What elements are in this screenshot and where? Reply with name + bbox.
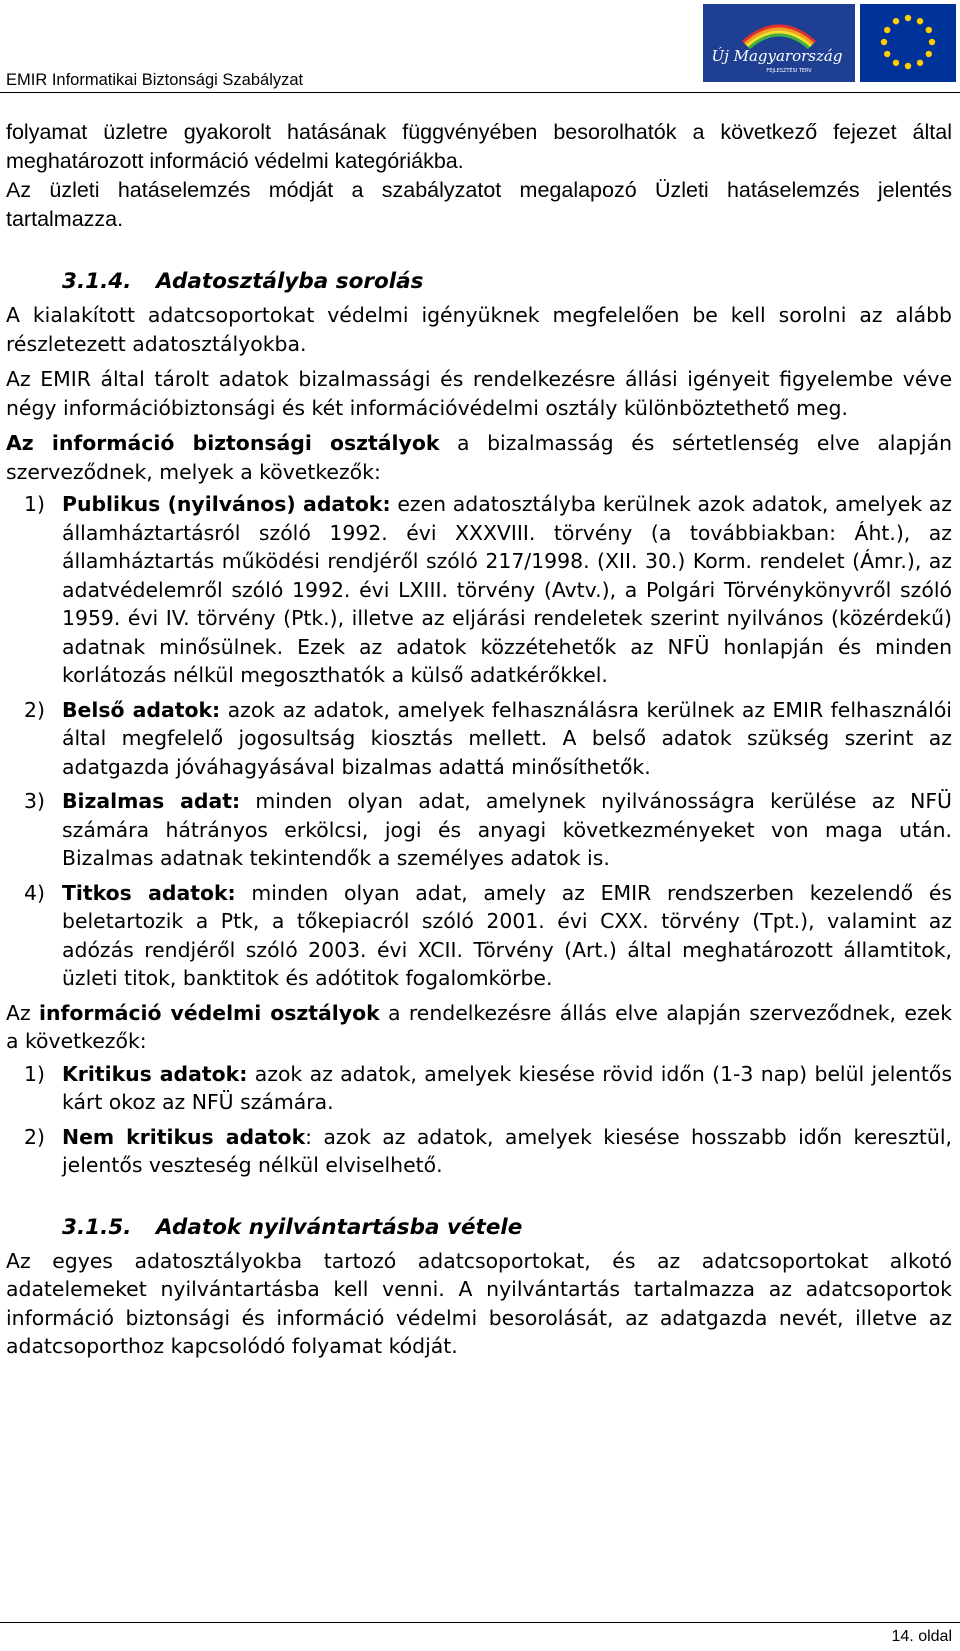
security-classes-intro: Az információ biztonsági osztályok a bizalmasság és sértetlenség elve alapján szerveződnek, melyek a következők: — [6, 431, 952, 484]
list-item — [6, 1123, 952, 1180]
list-item — [6, 1060, 952, 1117]
class-description: minden olyan adat, amely az EMIR rendszerben kezelendő és beletartozik a Ptk, a tőkepiacról szóló 2001. évi CXX. törvény (Tpt.), valamint az adózás rendjéről szóló 2003. évi XCII. Törvény (Art.) által meghatározott államtitok, üzleti titok, banktitok és adótitok fogalomkörbe. — [62, 880, 952, 990]
list-item — [6, 490, 952, 690]
section-heading-3-1-4 — [6, 267, 952, 297]
protection-classes-list — [6, 1060, 952, 1180]
class-description: : azok az adatok, amelyek kiesése hosszabb időn keresztül, jelentős veszteség nélkül elviselhető. — [62, 1124, 952, 1177]
bold-term: Az információ biztonsági osztályok — [6, 431, 440, 455]
document-title: EMIR Informatikai Biztonsági Szabályzat — [6, 71, 304, 89]
page-number: 14. oldal — [891, 1628, 952, 1645]
security-classes-list — [6, 490, 952, 993]
page-header — [0, 0, 960, 95]
uj-magyarorszag-logo — [703, 4, 855, 82]
list-marker: 1) — [24, 1061, 45, 1086]
bold-term: információ védelmi osztályok — [39, 1000, 380, 1025]
class-name: Titkos adatok: — [62, 880, 236, 905]
list-marker: 2) — [24, 1124, 45, 1149]
list-item — [6, 787, 952, 873]
list-item — [6, 879, 952, 993]
class-name: Publikus (nyilvános) adatok: — [62, 492, 391, 516]
section-heading-3-1-5 — [6, 1213, 952, 1243]
section-number: 3.1.4. — [62, 269, 132, 294]
class-description: azok az adatok, amelyek kiesése rövid időn (1-3 nap) belül jelentős kárt okoz az NFÜ számára. — [62, 1061, 952, 1114]
class-name: Bizalmas adat: — [62, 789, 241, 813]
list-marker: 2) — [24, 697, 45, 722]
class-description: minden olyan adat, amelynek nyilvánosságra kerülése az NFÜ számára hátrányos erkölcsi, jogi és anyagi következményeket von maga után. Bizalmas adatnak tekintendők a személyes adatok is. — [62, 789, 952, 870]
list-marker: 4) — [24, 880, 45, 905]
section-number: 3.1.5. — [62, 1214, 132, 1240]
section-paragraph: Az egyes adatosztályokba tartozó adatcsoportokat, és az adatcsoportokat alkotó adatelemeket nyilvántartásba kell venni. A nyilvántartás tartalmazza az adatcsoportok információ biztonsági és információ védelmi besorolását, az adatgazda nevét, illetve az adatcsoporthoz kapcsolódó folyamat kódját. — [6, 1248, 952, 1358]
class-description: azok az adatok, amelyek felhasználásra kerülnek az EMIR felhasználói által megfelelő jogosultság kiosztás mellett. A belső adatok szükség szerint az adatgazda jóváhagyásával bizalmas adattá minősíthetők. — [62, 697, 952, 779]
class-name: Nem kritikus adatok — [62, 1124, 306, 1149]
section-title: Adatosztályba sorolás — [156, 269, 424, 294]
list-marker: 3) — [24, 789, 45, 813]
class-name: Belső adatok: — [62, 697, 221, 722]
class-name: Kritikus adatok: — [62, 1061, 248, 1086]
header-divider — [0, 92, 960, 93]
document-body — [6, 118, 952, 1361]
intro-paragraph-1: folyamat üzletre gyakorolt hatásának függvényében besorolhatók a következő fejezet által meghatározott információ védelmi kategóriákba. — [6, 120, 952, 173]
list-item — [6, 696, 952, 782]
section-paragraph: Az EMIR által tárolt adatok bizalmassági és rendelkezésre állási igényeit figyelembe véve négy információbiztonsági és két információvédelmi osztály különböztethető meg. — [6, 367, 952, 420]
intro-paragraph-2: Az üzleti hatáselemzés módját a szabályzatot megalapozó Üzleti hatáselemzés jelentés tartalmazza. — [6, 178, 952, 231]
logo-hu-text: Új Magyarország — [711, 47, 843, 65]
list-marker: 1) — [24, 492, 45, 516]
section-title: Adatok nyilvántartásba vétele — [156, 1214, 523, 1240]
protection-classes-intro: Az információ védelmi osztályok a rendelkezésre állás elve alapján szerveződnek, ezek a következők: — [6, 1000, 953, 1053]
section-paragraph: A kialakított adatcsoportokat védelmi igényüknek megfelelően be kell sorolni az alább részletezett adatosztályokba. — [6, 303, 952, 356]
class-description: ezen adatosztályba kerülnek azok adatok, amelyek az államháztartásról szóló 1992. évi XXXVIII. törvény (a továbbiakban: Áht.), az államháztartás működési rendjéről szóló 217/1998. (XII. 30.) Korm. rendelet (Ámr.), az adatvédelemről szóló 1992. évi LXIII. törvény (Avtv.), a Polgári Törvénykönyvről szóló 1959. évi IV. törvény (Ptk.), illetve az eljárási rendeletek szerint nyilvános (közérdekű) adatnak minősülnek. Ezek az adatok közzétehetők az NFÜ honlapján és minden korlátozás nélkül megoszthatók a külső adatkérőkkel. — [62, 492, 952, 687]
footer-divider — [0, 1622, 960, 1623]
logo-hu-subtext: FEJLESZTÉSI TERV — [766, 68, 812, 74]
eu-flag-logo — [860, 4, 956, 82]
